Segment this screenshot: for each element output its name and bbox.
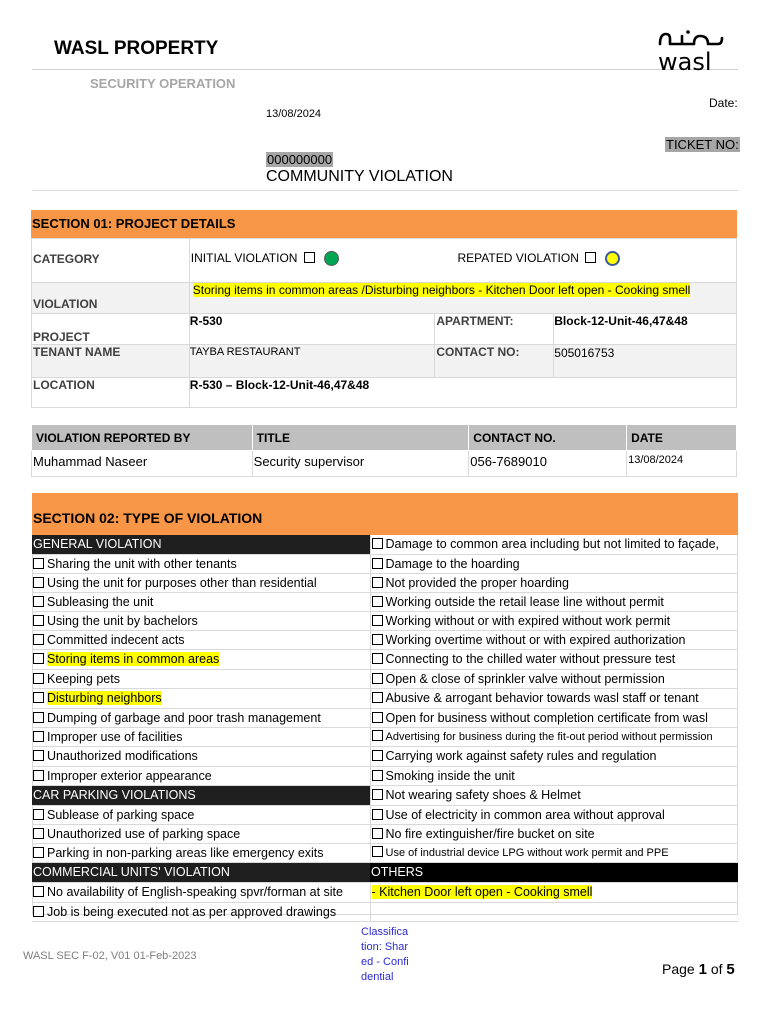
violation-item — [370, 902, 738, 921]
tenant-value: TAYBA RESTAURANT — [189, 345, 435, 378]
violation-checkbox[interactable] — [372, 809, 383, 820]
violation-item-label: Using the unit for purposes other than residential — [47, 575, 317, 590]
contact-value: 505016753 — [554, 345, 737, 378]
violation-item-label: Abusive & arrogant behavior towards wasl staff or tenant — [385, 691, 699, 705]
violation-item — [370, 727, 738, 746]
reporter-contact: 056-7689010 — [469, 451, 627, 477]
violation-item-label: Open & close of sprinkler valve without permission — [385, 671, 665, 686]
violation-checkbox[interactable] — [372, 653, 383, 664]
violation-item-label: Parking in non-parking areas like emergency exits — [47, 845, 324, 860]
violation-item — [32, 554, 370, 573]
logo-wordmark: wasl — [658, 48, 712, 74]
violation-checkbox[interactable] — [372, 596, 383, 607]
violation-checkbox[interactable] — [372, 846, 383, 857]
violation-item-label: Sublease of parking space — [47, 807, 195, 822]
violation-types-table — [32, 535, 738, 922]
date-value: 13/08/2024 — [266, 108, 322, 120]
violation-item-label: - Kitchen Door left open - Cooking smell — [371, 885, 593, 899]
violation-row — [32, 649, 738, 669]
violation-row — [32, 592, 738, 611]
violation-item-label: No fire extinguisher/fire bucket on site — [385, 826, 595, 841]
violation-row — [32, 785, 738, 805]
violation-item — [32, 611, 370, 630]
violation-item — [32, 573, 370, 592]
form-code: WASL SEC F-02, V01 01-Feb-2023 — [23, 950, 197, 962]
violation-row — [32, 843, 738, 862]
wasl-logo — [652, 26, 724, 74]
violation-checkbox[interactable] — [33, 692, 44, 703]
violation-item — [370, 573, 738, 592]
violation-item — [32, 727, 370, 746]
violation-item-label: Keeping pets — [47, 671, 120, 686]
violation-row — [32, 554, 738, 573]
violation-item — [32, 708, 370, 727]
violation-row — [32, 535, 738, 554]
violation-item — [32, 766, 370, 785]
violation-item — [370, 688, 738, 708]
violation-item — [370, 766, 738, 785]
header-divider — [32, 69, 738, 70]
violation-checkbox[interactable] — [33, 653, 44, 664]
section1-title: SECTION 01: PROJECT DETAILS — [31, 210, 737, 238]
violation-label: VIOLATION — [32, 283, 190, 314]
violation-item-label: Damage to common area including but not limited to façade, — [385, 537, 720, 552]
violation-checkbox[interactable] — [372, 673, 383, 684]
repeated-violation-label: REPATED VIOLATION — [457, 251, 579, 265]
violation-row — [32, 882, 738, 902]
violation-row — [32, 746, 738, 766]
violation-row — [32, 630, 738, 649]
page-of: of — [710, 961, 723, 977]
violation-checkbox[interactable] — [33, 712, 44, 723]
violation-row — [32, 824, 738, 843]
violation-item — [370, 843, 738, 862]
violation-item-label: Storing items in common areas — [47, 652, 220, 666]
contact-label: CONTACT NO: — [435, 345, 554, 378]
project-value: R-530 — [189, 314, 435, 345]
page-prefix: Page — [662, 961, 695, 977]
category-label: CATEGORY — [32, 239, 190, 283]
violation-item-label: Not provided the proper hoarding — [385, 575, 569, 590]
project-label: PROJECT — [32, 314, 190, 345]
category-options — [189, 239, 736, 283]
reported-by-header: VIOLATION REPORTED BY — [32, 425, 253, 451]
violation-item-label: Working without or with expired without work permit — [385, 613, 671, 628]
repeated-violation-indicator — [605, 251, 620, 266]
violation-item — [32, 824, 370, 843]
location-value: R-530 – Block-12-Unit-46,47&48 — [189, 378, 736, 408]
violation-item-label: Carrying work against safety rules and regulation — [385, 749, 657, 763]
violation-checkbox[interactable] — [33, 558, 44, 569]
violation-item — [370, 669, 738, 688]
violation-row — [32, 766, 738, 785]
violation-item — [32, 805, 370, 824]
violation-checkbox[interactable] — [372, 558, 383, 569]
initial-violation-indicator — [324, 251, 339, 266]
violation-checkbox[interactable] — [372, 730, 383, 741]
violation-checkbox[interactable] — [372, 789, 383, 800]
violation-checkbox[interactable] — [33, 673, 44, 684]
violation-category-header — [32, 862, 370, 882]
initial-violation-checkbox[interactable] — [304, 252, 315, 263]
project-details-table — [31, 238, 737, 408]
violation-item-label: Use of electricity in common area without approval — [385, 807, 665, 822]
violation-checkbox[interactable] — [33, 770, 44, 781]
violation-item-label: Connecting to the chilled water without pressure test — [385, 652, 676, 666]
violation-item — [32, 649, 370, 669]
violation-checkbox[interactable] — [372, 538, 383, 549]
contact-header: CONTACT NO. — [469, 425, 627, 451]
violation-row — [32, 688, 738, 708]
tenant-label: TENANT NAME — [32, 345, 190, 378]
violation-item-label: Job is being executed not as per approved drawings — [47, 904, 337, 919]
violation-item — [370, 708, 738, 727]
violation-checkbox[interactable] — [372, 692, 383, 703]
violation-checkbox[interactable] — [33, 731, 44, 742]
violation-item — [32, 688, 370, 708]
category-header-label: COMMERCIAL UNITS' VIOLATION — [33, 865, 230, 879]
violation-item — [370, 611, 738, 630]
violation-item-label: Dumping of garbage and poor trash management — [47, 710, 321, 725]
apartment-label: APARTMENT: — [435, 314, 554, 345]
violation-item — [32, 746, 370, 766]
violation-item — [370, 535, 738, 554]
violation-checkbox[interactable] — [33, 847, 44, 858]
classification-label: Classification: Shared - Confidential — [361, 926, 409, 983]
violation-checkbox[interactable] — [33, 750, 44, 761]
date-label: Date: — [709, 96, 738, 110]
violation-checkbox[interactable] — [33, 615, 44, 626]
violation-checkbox[interactable] — [372, 615, 383, 626]
violation-item-label: Unauthorized use of parking space — [47, 826, 241, 841]
violation-checkbox[interactable] — [33, 828, 44, 839]
page-current: 1 — [698, 961, 707, 978]
violation-row — [32, 902, 738, 921]
violation-row — [32, 727, 738, 746]
violation-item-label: Open for business without completion certificate from wasl — [385, 710, 708, 725]
ticket-label: TICKET NO: — [666, 137, 739, 152]
violation-item — [370, 592, 738, 611]
violation-row — [32, 862, 738, 882]
reported-by-table — [31, 424, 737, 477]
company-name: WASL PROPERTY — [54, 38, 219, 59]
violation-item — [370, 630, 738, 649]
ticket-number: 000000000 — [267, 152, 333, 167]
violation-checkbox[interactable] — [372, 750, 383, 761]
violation-item-label: Advertising for business during the fit-out period without permission — [385, 731, 713, 743]
violation-checkbox[interactable] — [33, 886, 44, 897]
reporter-name: Muhammad Naseer — [32, 451, 253, 477]
violation-checkbox[interactable] — [33, 577, 44, 588]
violation-checkbox[interactable] — [33, 906, 44, 917]
date-header: DATE — [627, 425, 737, 451]
violation-row — [32, 669, 738, 688]
violation-checkbox[interactable] — [372, 577, 383, 588]
department-name: SECURITY OPERATION — [90, 76, 236, 91]
violation-row — [32, 805, 738, 824]
violation-row — [32, 611, 738, 630]
violation-row — [32, 708, 738, 727]
violation-item — [370, 649, 738, 669]
violation-item-label: Unauthorized modifications — [47, 749, 198, 763]
violation-checkbox[interactable] — [33, 634, 44, 645]
violation-item — [370, 882, 738, 902]
violation-item-label: Disturbing neighbors — [47, 691, 162, 705]
category-header-label: OTHERS — [371, 865, 424, 879]
violation-item-label: Not wearing safety shoes & Helmet — [385, 788, 581, 802]
violation-checkbox[interactable] — [372, 712, 383, 723]
violation-category-header — [32, 785, 370, 805]
violation-checkbox[interactable] — [33, 809, 44, 820]
repeated-violation-checkbox[interactable] — [585, 252, 596, 263]
violation-item-label: No availability of English-speaking spvr/forman at site — [47, 885, 343, 899]
page-number — [662, 961, 735, 978]
violation-item — [370, 824, 738, 843]
report-date: 13/08/2024 — [627, 451, 737, 477]
violation-checkbox[interactable] — [33, 596, 44, 607]
violation-checkbox[interactable] — [372, 634, 383, 645]
category-header-label: CAR PARKING VIOLATIONS — [33, 788, 196, 802]
violation-category-header — [32, 535, 370, 554]
violation-row — [32, 573, 738, 592]
violation-description: Storing items in common areas /Disturbing neighbors - Kitchen Door left open - Cooking smell — [192, 283, 691, 297]
violation-item-label: Working overtime without or with expired authorization — [385, 632, 686, 647]
title-header: TITLE — [252, 425, 469, 451]
violation-category-header — [370, 862, 738, 882]
violation-item — [370, 805, 738, 824]
violation-item — [32, 843, 370, 862]
violation-item-label: Subleasing the unit — [47, 594, 154, 609]
apartment-value: Block-12-Unit-46,47&48 — [554, 314, 737, 345]
violation-item-label: Use of industrial device LPG without work permit and PPE — [385, 847, 669, 859]
title-divider — [32, 190, 738, 191]
violation-item — [370, 785, 738, 805]
violation-item — [32, 592, 370, 611]
violation-item-label: Damage to the hoarding — [385, 556, 520, 571]
violation-item-label: Using the unit by bachelors — [47, 613, 198, 628]
document-title: COMMUNITY VIOLATION — [266, 168, 453, 185]
violation-item-label: Sharing the unit with other tenants — [47, 556, 237, 571]
reporter-title: Security supervisor — [252, 451, 469, 477]
violation-item — [370, 554, 738, 573]
violation-item-label: Improper exterior appearance — [47, 768, 212, 783]
violation-item — [32, 630, 370, 649]
violation-item-label: Smoking inside the unit — [385, 768, 515, 783]
violation-item — [32, 882, 370, 902]
violation-item-label: Committed indecent acts — [47, 632, 185, 647]
violation-item — [370, 746, 738, 766]
violation-item — [32, 902, 370, 921]
page-total: 5 — [726, 961, 735, 978]
category-header-label: GENERAL VIOLATION — [33, 537, 162, 552]
violation-item — [32, 669, 370, 688]
violation-checkbox[interactable] — [372, 828, 383, 839]
section2-title: SECTION 02: TYPE OF VIOLATION — [32, 493, 738, 535]
violation-checkbox[interactable] — [372, 770, 383, 781]
location-label: LOCATION — [32, 378, 190, 408]
violation-item-label: Working outside the retail lease line without permit — [385, 594, 664, 609]
initial-violation-label: INITIAL VIOLATION — [190, 251, 298, 265]
violation-item-label: Improper use of facilities — [47, 729, 183, 744]
